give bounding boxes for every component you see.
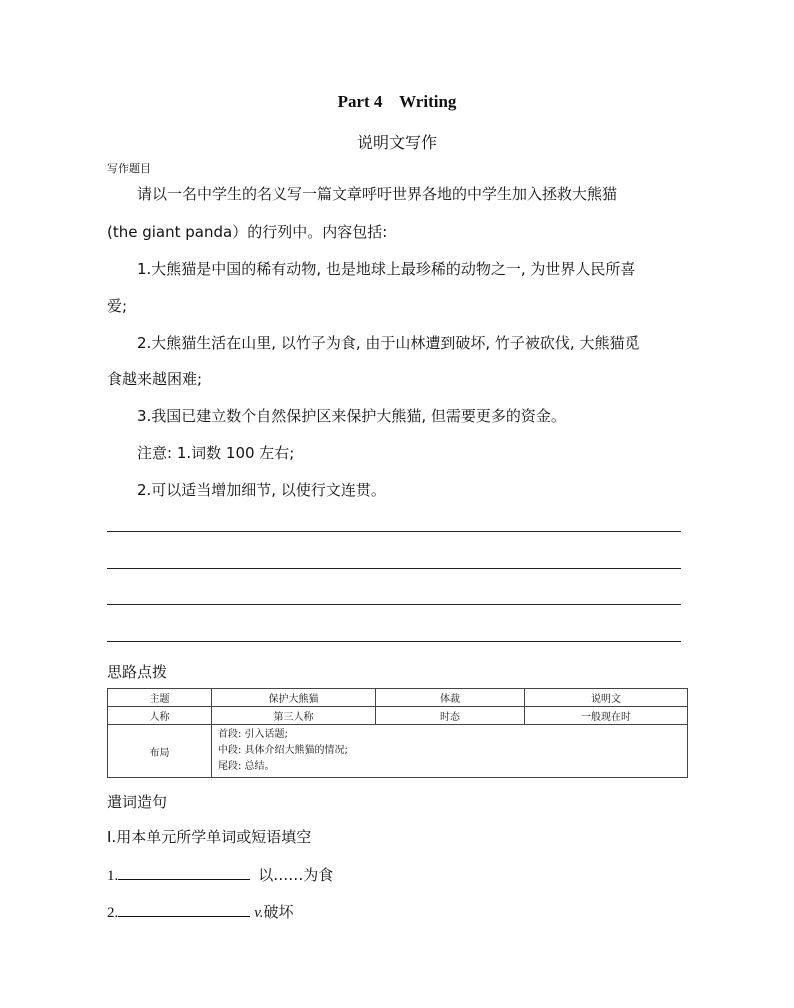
prompt-point1-line1: 1.大熊猫是中国的稀有动物, 也是地球上最珍稀的动物之一, 为世界人民所喜 [137,260,636,278]
page-title: Part 4 Writing [337,92,457,111]
table-cell: 一般现在时 [525,707,688,725]
layout-line: 首段: 引入话题; [218,729,288,740]
prompt-note2: 2.可以适当增加细节, 以使行文连贯。 [137,481,386,499]
layout-line: 尾段: 总结。 [218,761,275,772]
vocab-item-number: 2. [107,905,119,921]
table-cell: 第三人称 [212,707,376,725]
prompt-point2-line1: 2.大熊猫生活在山里, 以竹子为食, 由于山林遭到破坏, 竹子被砍伐, 大熊猫觅 [137,334,640,352]
vocab-subheading: Ⅰ.用本单元所学单词或短语填空 [107,828,312,846]
table-cell: 说明文 [525,689,688,707]
table-cell: 人称 [108,707,212,725]
vocab-item-pos: v. [254,905,264,921]
guidance-heading: 思路点拨 [107,663,168,681]
table-cell: 主题 [108,689,212,707]
fill-blank[interactable] [118,902,250,917]
prompt-note1: 注意: 1.词数 100 左右; [137,444,295,462]
table-cell-layout [212,725,688,778]
table-cell: 时态 [376,707,525,725]
vocab-item-number: 1. [107,868,119,884]
layout-line: 中段: 具体介绍大熊猫的情况; [218,745,348,756]
answer-line-4[interactable] [107,641,681,642]
prompt-point1-line2: 爱; [107,297,128,315]
topic-label: 写作题目 [107,162,151,175]
table-cell: 体裁 [376,689,525,707]
table-row [108,689,688,707]
vocab-item [107,901,294,922]
prompt-point3: 3.我国已建立数个自然保护区来保护大熊猫, 但需要更多的资金。 [137,407,566,425]
vocab-heading: 遣词造句 [107,793,168,811]
table-row [108,725,688,778]
guidance-table [107,688,688,778]
answer-line-2[interactable] [107,568,681,569]
vocab-item-meaning: 破坏 [263,903,294,921]
page-subtitle: 说明文写作 [356,133,437,152]
prompt-intro-line2: (the giant panda）的行列中。内容包括: [107,223,388,241]
answer-line-3[interactable] [107,604,681,605]
table-cell-layout-label: 布局 [108,725,212,778]
vocab-item [107,864,333,885]
prompt-point2-line2: 食越来越困难; [107,370,203,388]
table-row [108,707,688,725]
fill-blank[interactable] [118,865,250,880]
vocab-item-meaning: 以……为食 [258,866,334,884]
table-cell: 保护大熊猫 [212,689,376,707]
prompt-intro-line1: 请以一名中学生的名义写一篇文章呼吁世界各地的中学生加入拯救大熊猫 [137,185,618,203]
answer-line-1[interactable] [107,531,681,532]
